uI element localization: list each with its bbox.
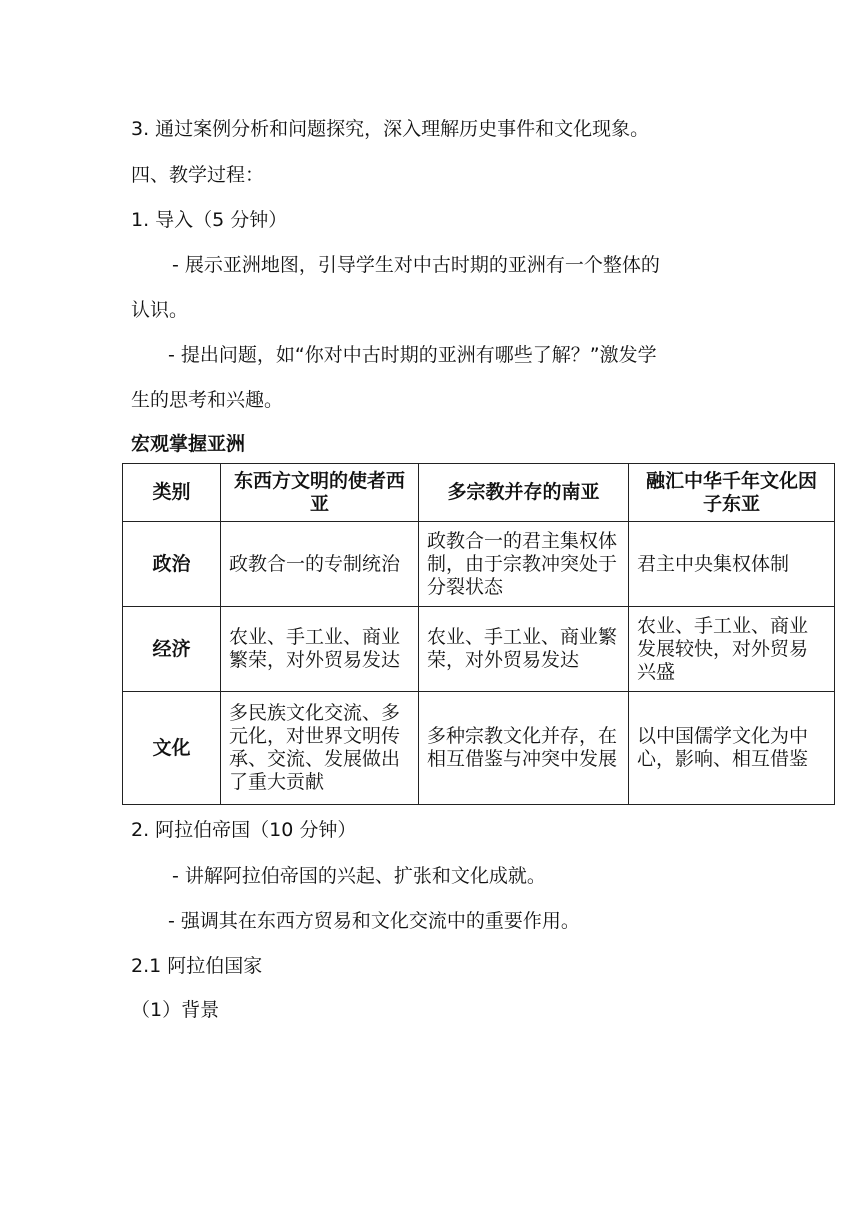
header-east-asia: 融汇中华千年文化因子东亚 bbox=[629, 464, 835, 522]
step-2-bullet-1: - 讲解阿拉伯帝国的兴起、扩张和文化成就。 bbox=[172, 865, 546, 887]
cell-south: 农业、手工业、商业繁荣，对外贸易发达 bbox=[419, 607, 629, 692]
row-category: 经济 bbox=[123, 607, 221, 692]
header-south-asia: 多宗教并存的南亚 bbox=[419, 464, 629, 522]
cell-west: 政教合一的专制统治 bbox=[221, 522, 419, 607]
step-1-bullet-1-line-2: 认识。 bbox=[131, 299, 189, 321]
row-category: 文化 bbox=[123, 692, 221, 805]
table-row-culture bbox=[123, 692, 835, 805]
step-1-bullet-2-line-2: 生的思考和兴趣。 bbox=[131, 389, 284, 411]
row-category: 政治 bbox=[123, 522, 221, 607]
subsection-2-1-heading: 2.1 阿拉伯国家 bbox=[131, 955, 263, 977]
step-2-bullet-2: - 强调其在东西方贸易和文化交流中的重要作用。 bbox=[168, 910, 580, 932]
step-1-heading: 1. 导入（5 分钟） bbox=[131, 209, 288, 231]
cell-west: 多民族文化交流、多元化，对世界文明传承、交流、发展做出了重大贡献 bbox=[221, 692, 419, 805]
step-2-heading: 2. 阿拉伯帝国（10 分钟） bbox=[131, 819, 357, 841]
header-west-asia: 东西方文明的使者西亚 bbox=[221, 464, 419, 522]
cell-east: 以中国儒学文化为中心，影响、相互借鉴 bbox=[629, 692, 835, 805]
objective-3-text: 3. 通过案例分析和问题探究，深入理解历史事件和文化现象。 bbox=[131, 118, 650, 140]
background-heading: （1）背景 bbox=[131, 999, 220, 1021]
table-title: 宏观掌握亚洲 bbox=[131, 433, 246, 455]
header-category: 类别 bbox=[123, 464, 221, 522]
step-1-bullet-2-line-1: - 提出问题，如“你对中古时期的亚洲有哪些了解？”激发学 bbox=[168, 344, 657, 366]
cell-south: 多种宗教文化并存，在相互借鉴与冲突中发展 bbox=[419, 692, 629, 805]
cell-east: 农业、手工业、商业发展较快，对外贸易兴盛 bbox=[629, 607, 835, 692]
cell-east: 君主中央集权体制 bbox=[629, 522, 835, 607]
step-1-bullet-1-line-1: - 展示亚洲地图，引导学生对中古时期的亚洲有一个整体的 bbox=[172, 254, 660, 276]
cell-west: 农业、手工业、商业繁荣，对外贸易发达 bbox=[221, 607, 419, 692]
table-header-row bbox=[123, 464, 835, 522]
asia-overview-table bbox=[122, 463, 835, 805]
section-heading-teaching-process: 四、教学过程： bbox=[131, 164, 265, 186]
table-row-economy bbox=[123, 607, 835, 692]
table-row-politics bbox=[123, 522, 835, 607]
cell-south: 政教合一的君主集权体制，由于宗教冲突处于分裂状态 bbox=[419, 522, 629, 607]
